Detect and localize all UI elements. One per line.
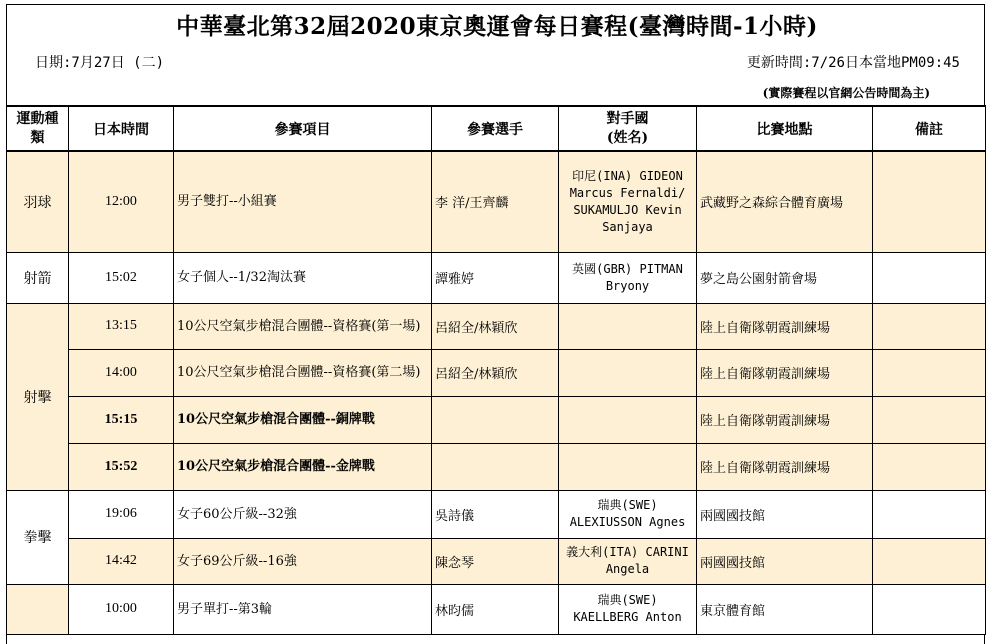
sport-cell: [7, 584, 69, 634]
event-cell: 10公尺空氣步槍混合團體--銅牌戰: [174, 396, 432, 443]
remarks-cell: [873, 252, 986, 303]
sport-cell: 拳擊: [7, 490, 69, 584]
time-cell: 15:52: [69, 443, 174, 490]
sport-cell: 羽球: [7, 151, 69, 252]
remarks-cell: [873, 538, 986, 584]
athlete-cell: [432, 396, 559, 443]
event-cell: 女子69公斤級--16強: [174, 538, 432, 584]
venue-cell: 兩國國技館: [697, 538, 873, 584]
date-label: 日期:7月27日 (二): [35, 55, 165, 71]
opponent-cell: [559, 396, 697, 443]
time-cell: 10:00: [69, 584, 174, 634]
time-cell: 13:15: [69, 303, 174, 349]
athlete-cell: 譚雅婷: [432, 252, 559, 303]
event-cell: 女子個人--1/32淘汰賽: [174, 252, 432, 303]
schedule-note: (實際賽程以官網公告時間為主): [762, 86, 930, 100]
athlete-cell: 呂紹全/林穎欣: [432, 349, 559, 396]
athlete-cell: 呂紹全/林穎欣: [432, 303, 559, 349]
venue-cell: 夢之島公園射箭會場: [697, 252, 873, 303]
remarks-cell: [873, 349, 986, 396]
col-header-opponent: 對手國 (姓名): [559, 106, 697, 151]
venue-cell: 陸上自衛隊朝霞訓練場: [697, 443, 873, 490]
table-row: [7, 490, 986, 538]
venue-cell: 陸上自衛隊朝霞訓練場: [697, 396, 873, 443]
venue-cell: 東京體育館: [697, 584, 873, 634]
athlete-cell: 林昀儒: [432, 584, 559, 634]
event-cell: 10公尺空氣步槍混合團體--資格賽(第二場): [174, 349, 432, 396]
schedule-table: [6, 105, 986, 635]
opponent-cell: 瑞典(SWE) ALEXIUSSON Agnes: [559, 490, 697, 538]
venue-cell: 兩國國技館: [697, 490, 873, 538]
remarks-cell: [873, 490, 986, 538]
venue-cell: 陸上自衛隊朝霞訓練場: [697, 303, 873, 349]
col-header-remarks: 備註: [873, 106, 986, 151]
remarks-cell: [873, 396, 986, 443]
col-header-sport: 運動種 類: [7, 106, 69, 151]
athlete-cell: 李 洋/王齊麟: [432, 151, 559, 252]
time-cell: 15:02: [69, 252, 174, 303]
venue-cell: 陸上自衛隊朝霞訓練場: [697, 349, 873, 396]
opponent-cell: 英國(GBR) PITMAN Bryony: [559, 252, 697, 303]
remarks-cell: [873, 443, 986, 490]
table-row: [7, 252, 986, 303]
updated-time-label: 更新時間:7/26日本當地PM09:45: [746, 55, 960, 71]
table-row: [7, 443, 986, 490]
athlete-cell: 陳念琴: [432, 538, 559, 584]
col-header-time: 日本時間: [69, 106, 174, 151]
venue-cell: 武藏野之森綜合體育廣場: [697, 151, 873, 252]
athlete-cell: 吳詩儀: [432, 490, 559, 538]
sport-cell: 射擊: [7, 303, 69, 490]
remarks-cell: [873, 303, 986, 349]
table-row: [7, 396, 986, 443]
page-title: 中華臺北第32屆2020東京奧運會每日賽程(臺灣時間-1小時): [176, 13, 818, 40]
opponent-cell: [559, 349, 697, 396]
opponent-cell: [559, 443, 697, 490]
col-header-event: 參賽項目: [174, 106, 432, 151]
opponent-cell: [559, 303, 697, 349]
sport-cell: 射箭: [7, 252, 69, 303]
col-header-athlete: 參賽選手: [432, 106, 559, 151]
table-row: [7, 538, 986, 584]
time-cell: 14:42: [69, 538, 174, 584]
event-cell: 10公尺空氣步槍混合團體--資格賽(第一場): [174, 303, 432, 349]
event-cell: 10公尺空氣步槍混合團體--金牌戰: [174, 443, 432, 490]
time-cell: 14:00: [69, 349, 174, 396]
remarks-cell: [873, 151, 986, 252]
col-header-venue: 比賽地點: [697, 106, 873, 151]
event-cell: 男子單打--第3輪: [174, 584, 432, 634]
table-row: [7, 303, 986, 349]
opponent-cell: 印尼(INA) GIDEON Marcus Fernaldi/ SUKAMULJO Kevin Sanjaya: [559, 151, 697, 252]
opponent-cell: 義大利(ITA) CARINI Angela: [559, 538, 697, 584]
opponent-cell: 瑞典(SWE) KAELLBERG Anton: [559, 584, 697, 634]
table-row: [7, 349, 986, 396]
athlete-cell: [432, 443, 559, 490]
time-cell: 12:00: [69, 151, 174, 252]
table-header-row: [7, 106, 986, 151]
table-row: [7, 151, 986, 252]
time-cell: 15:15: [69, 396, 174, 443]
time-cell: 19:06: [69, 490, 174, 538]
table-row: [7, 584, 986, 634]
event-cell: 男子雙打--小組賽: [174, 151, 432, 252]
remarks-cell: [873, 584, 986, 634]
event-cell: 女子60公斤級--32強: [174, 490, 432, 538]
